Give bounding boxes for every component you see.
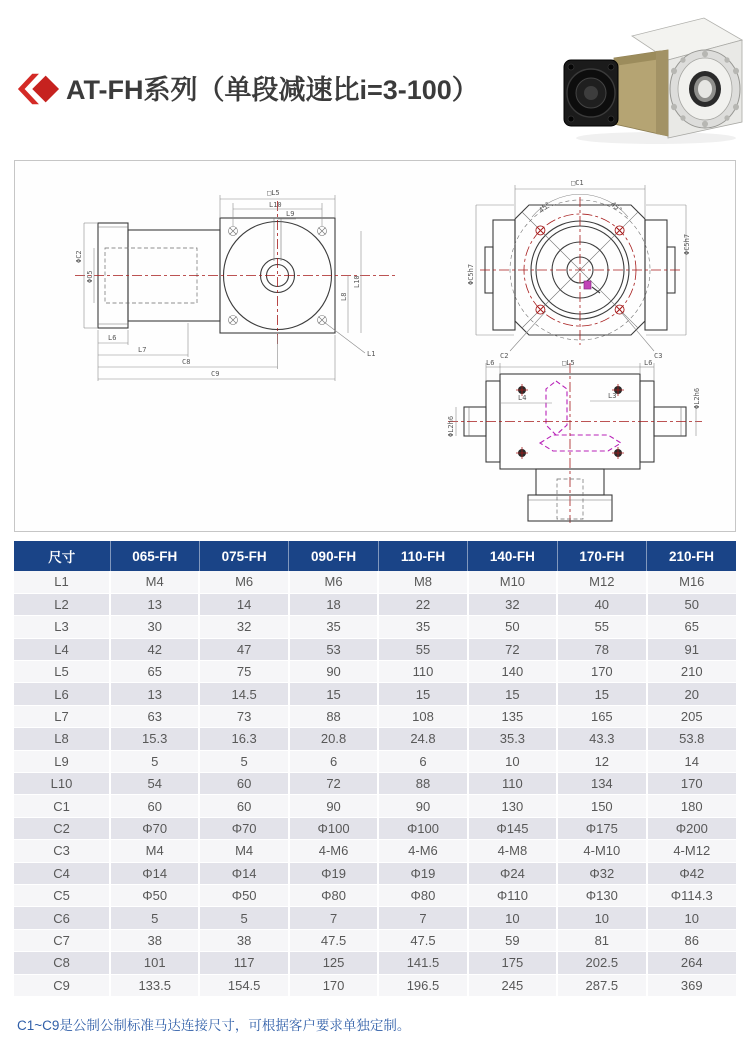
dim-value: M8 — [378, 571, 467, 593]
dim-value: 110 — [378, 661, 467, 683]
drawing-side-view — [70, 183, 400, 388]
svg-text:45°: 45° — [608, 200, 624, 215]
dim-value: Φ24 — [468, 862, 557, 884]
table-row — [14, 661, 736, 683]
model-column-header: 065-FH — [110, 541, 199, 571]
dim-value: 47.5 — [289, 929, 378, 951]
dim-value: 86 — [647, 929, 736, 951]
dim-value: 170 — [557, 661, 646, 683]
dim-label: L6 — [14, 683, 110, 705]
dim-value: 35 — [289, 616, 378, 638]
dim-value: 245 — [468, 974, 557, 996]
dim-value: Φ114.3 — [647, 884, 736, 906]
svg-text:ΦC5: ΦC5 — [86, 270, 94, 283]
dim-value: 10 — [557, 907, 646, 929]
dim-value: 60 — [199, 795, 288, 817]
dimension-spec-table — [14, 541, 736, 997]
dim-value: 4-M12 — [647, 840, 736, 862]
svg-text:ΦC2: ΦC2 — [75, 250, 83, 263]
dim-value: M4 — [110, 571, 199, 593]
dim-value: 175 — [468, 952, 557, 974]
dim-label: L2 — [14, 593, 110, 615]
dim-value: Φ42 — [647, 862, 736, 884]
dim-value: M10 — [468, 571, 557, 593]
dim-value: 47 — [199, 638, 288, 660]
dim-value: 55 — [557, 616, 646, 638]
dim-value: Φ50 — [110, 884, 199, 906]
dim-value: 133.5 — [110, 974, 199, 996]
dim-value: 91 — [647, 638, 736, 660]
dim-label: L10 — [14, 773, 110, 795]
table-row — [14, 638, 736, 660]
dim-value: 55 — [378, 638, 467, 660]
dim-value: 287.5 — [557, 974, 646, 996]
dim-value: 38 — [199, 929, 288, 951]
dim-value: 165 — [557, 705, 646, 727]
svg-text:L1: L1 — [367, 350, 376, 358]
footnote: C1~C9是公制公制标准马达连接尺寸，可根据客户要求单独定制。 — [17, 1018, 411, 1033]
dim-value: 24.8 — [378, 728, 467, 750]
dim-value: 125 — [289, 952, 378, 974]
dim-value: 210 — [647, 661, 736, 683]
svg-text:L10: L10 — [269, 201, 282, 209]
dim-value: 6 — [378, 750, 467, 772]
dim-value: 15.3 — [110, 728, 199, 750]
dim-value: 170 — [647, 773, 736, 795]
table-row — [14, 728, 736, 750]
dim-value: Φ100 — [289, 817, 378, 839]
dim-value: Φ70 — [199, 817, 288, 839]
dim-value: 35.3 — [468, 728, 557, 750]
dim-value: 88 — [378, 773, 467, 795]
dim-value: 13 — [110, 683, 199, 705]
dim-value: Φ19 — [289, 862, 378, 884]
dim-value: 150 — [557, 795, 646, 817]
dim-value: 180 — [647, 795, 736, 817]
dim-value: 15 — [378, 683, 467, 705]
dim-value: 135 — [468, 705, 557, 727]
dim-value: Φ80 — [378, 884, 467, 906]
dim-value: 59 — [468, 929, 557, 951]
dim-label: C2 — [14, 817, 110, 839]
table-row — [14, 929, 736, 951]
dim-value: 141.5 — [378, 952, 467, 974]
dim-value: 108 — [378, 705, 467, 727]
dim-value: Φ80 — [289, 884, 378, 906]
product-photo — [556, 10, 748, 148]
dim-value: 117 — [199, 952, 288, 974]
model-column-header: 210-FH — [647, 541, 736, 571]
dim-label: L8 — [14, 728, 110, 750]
dim-value: 134 — [557, 773, 646, 795]
table-row — [14, 616, 736, 638]
dim-value: 73 — [199, 705, 288, 727]
model-column-header: 110-FH — [378, 541, 467, 571]
dimension-lines — [447, 359, 701, 437]
svg-text:L3: L3 — [608, 392, 617, 400]
dim-value: 15 — [557, 683, 646, 705]
dim-value: Φ200 — [647, 817, 736, 839]
dim-value: 5 — [110, 907, 199, 929]
dim-value: 22 — [378, 593, 467, 615]
dim-value: 42 — [110, 638, 199, 660]
model-column-header: 075-FH — [199, 541, 288, 571]
spec-table-body — [14, 571, 736, 996]
model-column-header: 140-FH — [468, 541, 557, 571]
technical-drawing-panel — [14, 160, 736, 532]
dim-value: 110 — [468, 773, 557, 795]
dim-value: 75 — [199, 661, 288, 683]
dim-value: 90 — [289, 795, 378, 817]
svg-text:C8: C8 — [182, 358, 191, 366]
table-row — [14, 907, 736, 929]
dim-label: C3 — [14, 840, 110, 862]
dim-label: L3 — [14, 616, 110, 638]
dim-value: Φ19 — [378, 862, 467, 884]
dim-value: Φ130 — [557, 884, 646, 906]
svg-text:L6: L6 — [486, 359, 495, 367]
dim-value: 154.5 — [199, 974, 288, 996]
table-row — [14, 952, 736, 974]
dim-value: 369 — [647, 974, 736, 996]
table-row — [14, 750, 736, 772]
dim-value: 72 — [468, 638, 557, 660]
dim-value: Φ14 — [110, 862, 199, 884]
dim-value: 88 — [289, 705, 378, 727]
svg-text:L4: L4 — [518, 394, 527, 402]
dim-value: 205 — [647, 705, 736, 727]
dim-value: 14 — [647, 750, 736, 772]
dim-value: 10 — [647, 907, 736, 929]
dim-value: 20 — [647, 683, 736, 705]
dim-value: M6 — [289, 571, 378, 593]
dim-value: 14.5 — [199, 683, 288, 705]
dim-value: 32 — [468, 593, 557, 615]
svg-text:ΦC5h7: ΦC5h7 — [683, 233, 691, 255]
dim-value: Φ14 — [199, 862, 288, 884]
svg-text:L6: L6 — [644, 359, 653, 367]
dim-value: 32 — [199, 616, 288, 638]
dim-value: 81 — [557, 929, 646, 951]
dim-value: 4-M6 — [289, 840, 378, 862]
dim-label: L4 — [14, 638, 110, 660]
table-row — [14, 817, 736, 839]
dim-value: 43.3 — [557, 728, 646, 750]
drawing-top-view — [440, 359, 720, 527]
model-column-header: 170-FH — [557, 541, 646, 571]
dim-value: 47.5 — [378, 929, 467, 951]
svg-text:L7: L7 — [138, 346, 147, 354]
dim-value: 40 — [557, 593, 646, 615]
dim-value: 78 — [557, 638, 646, 660]
dim-value: 15 — [468, 683, 557, 705]
oil-plug-marker — [584, 281, 591, 289]
dim-value: 54 — [110, 773, 199, 795]
table-row — [14, 593, 736, 615]
dim-value: 60 — [199, 773, 288, 795]
dim-value: M4 — [199, 840, 288, 862]
dim-value: 15 — [289, 683, 378, 705]
dim-value: 170 — [289, 974, 378, 996]
dim-label: L7 — [14, 705, 110, 727]
svg-text:45°: 45° — [537, 200, 553, 215]
dim-value: 264 — [647, 952, 736, 974]
table-header-row — [14, 541, 736, 571]
svg-text:L6: L6 — [108, 334, 117, 342]
dim-value: 53 — [289, 638, 378, 660]
dim-value: 63 — [110, 705, 199, 727]
dim-label: C1 — [14, 795, 110, 817]
dim-label: L1 — [14, 571, 110, 593]
dim-value: 20.8 — [289, 728, 378, 750]
dim-value: 50 — [468, 616, 557, 638]
dim-value: Φ32 — [557, 862, 646, 884]
dim-value: 13 — [110, 593, 199, 615]
dim-value: 30 — [110, 616, 199, 638]
table-row — [14, 840, 736, 862]
dim-value: 16.3 — [199, 728, 288, 750]
dim-value: 12 — [557, 750, 646, 772]
dim-value: 130 — [468, 795, 557, 817]
dim-value: 4-M8 — [468, 840, 557, 862]
table-row — [14, 571, 736, 593]
dim-value: 6 — [289, 750, 378, 772]
table-row — [14, 884, 736, 906]
svg-text:C3: C3 — [654, 352, 663, 360]
dim-label: C9 — [14, 974, 110, 996]
dim-value: Φ145 — [468, 817, 557, 839]
dim-value: Φ175 — [557, 817, 646, 839]
dim-value: 202.5 — [557, 952, 646, 974]
double-diamond-icon — [16, 70, 60, 108]
dim-label: C7 — [14, 929, 110, 951]
table-row — [14, 683, 736, 705]
dim-label: L9 — [14, 750, 110, 772]
dim-value: 14 — [199, 593, 288, 615]
dim-value: 53.8 — [647, 728, 736, 750]
dim-label: C5 — [14, 884, 110, 906]
motor-adapter-below — [528, 469, 612, 521]
svg-text:L9: L9 — [286, 210, 295, 218]
dim-value: Φ50 — [199, 884, 288, 906]
dim-value: 38 — [110, 929, 199, 951]
svg-text:C2: C2 — [500, 352, 509, 360]
dim-value: 140 — [468, 661, 557, 683]
dim-value: 60 — [110, 795, 199, 817]
svg-text:ΦL2h6: ΦL2h6 — [447, 415, 455, 437]
dim-value: 65 — [110, 661, 199, 683]
dim-value: 72 — [289, 773, 378, 795]
dim-value: 7 — [289, 907, 378, 929]
dim-value: Φ110 — [468, 884, 557, 906]
dim-value: M6 — [199, 571, 288, 593]
dim-value: 4-M10 — [557, 840, 646, 862]
table-row — [14, 795, 736, 817]
table-row — [14, 705, 736, 727]
dim-value: 10 — [468, 907, 557, 929]
dim-value: 5 — [199, 750, 288, 772]
svg-text:ΦL2h6: ΦL2h6 — [693, 387, 701, 409]
dim-value: 90 — [378, 795, 467, 817]
dim-value: 196.5 — [378, 974, 467, 996]
dim-value: 65 — [647, 616, 736, 638]
dim-value: 10 — [468, 750, 557, 772]
svg-text:ΦC5h7: ΦC5h7 — [467, 263, 475, 285]
table-row — [14, 974, 736, 996]
table-row — [14, 862, 736, 884]
dim-value: M16 — [647, 571, 736, 593]
dim-column-header: 尺寸 — [14, 541, 110, 571]
svg-text:L10: L10 — [353, 275, 361, 288]
model-column-header: 090-FH — [289, 541, 378, 571]
svg-text:C9: C9 — [211, 370, 220, 378]
dim-value: 90 — [289, 661, 378, 683]
svg-text:L8: L8 — [340, 292, 348, 301]
dim-value: Φ100 — [378, 817, 467, 839]
dim-value: 7 — [378, 907, 467, 929]
svg-text:□L5: □L5 — [562, 359, 575, 367]
dim-value: 5 — [199, 907, 288, 929]
dim-value: 50 — [647, 593, 736, 615]
dim-value: M4 — [110, 840, 199, 862]
dim-value: 101 — [110, 952, 199, 974]
table-row — [14, 773, 736, 795]
svg-text:□L5: □L5 — [267, 189, 280, 197]
page-title: AT-FH系列（单段减速比i=3-100） — [66, 75, 479, 105]
dim-label: C6 — [14, 907, 110, 929]
drawing-front-view — [440, 175, 720, 363]
dim-value: 4-M6 — [378, 840, 467, 862]
dim-value: Φ70 — [110, 817, 199, 839]
dim-value: M12 — [557, 571, 646, 593]
dim-value: 18 — [289, 593, 378, 615]
dimension-lines — [467, 179, 691, 360]
dim-label: C4 — [14, 862, 110, 884]
dim-label: C8 — [14, 952, 110, 974]
dim-value: 35 — [378, 616, 467, 638]
dim-value: 5 — [110, 750, 199, 772]
dim-label: L5 — [14, 661, 110, 683]
svg-text:□C1: □C1 — [571, 179, 584, 187]
